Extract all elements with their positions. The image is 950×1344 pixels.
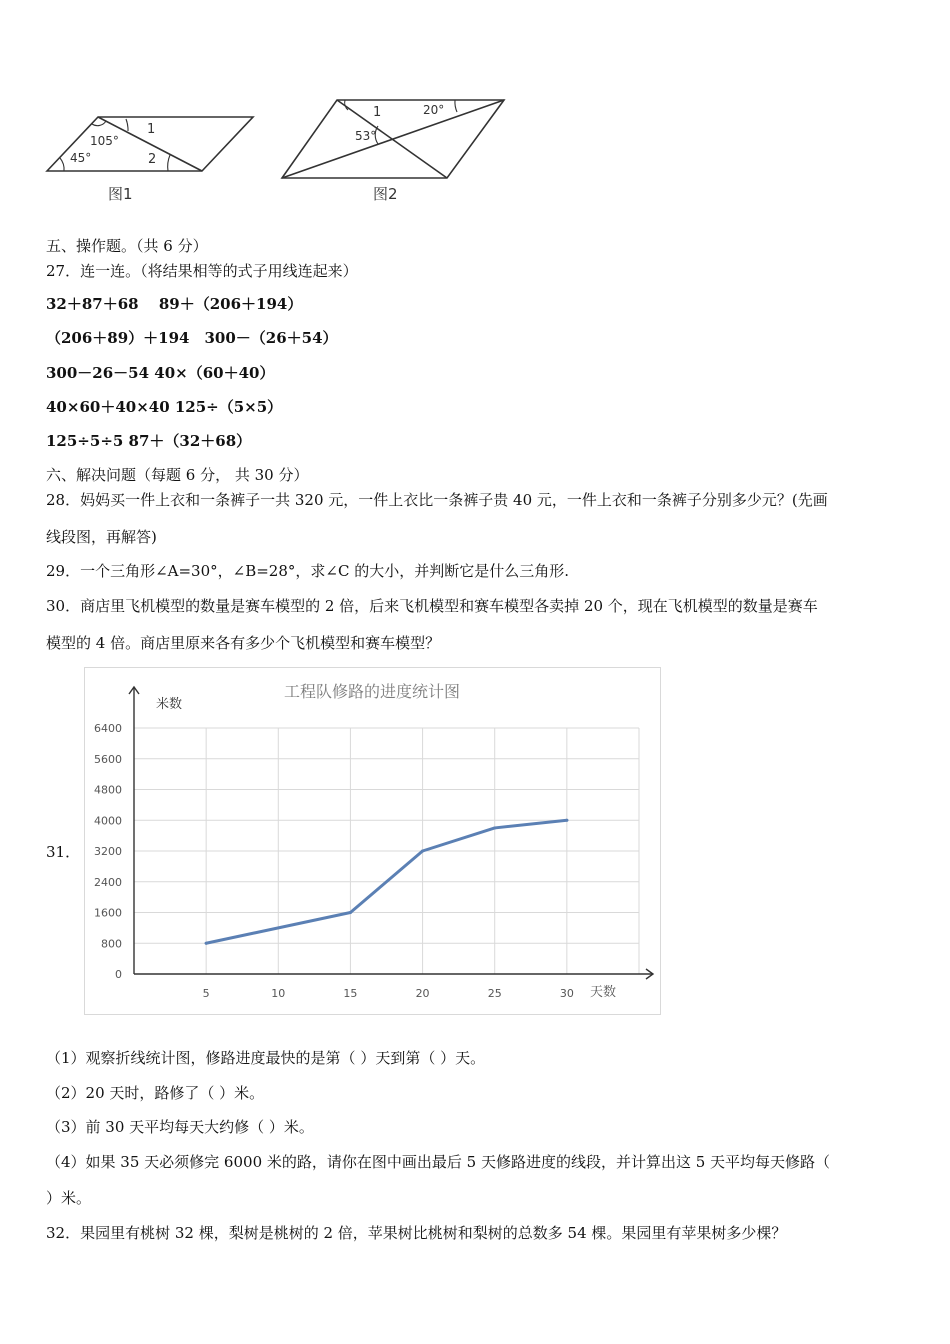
q32: 32．果园里有桃树 32 棵，梨树是桃树的 2 倍，苹果树比桃树和梨树的总数多 54 棵。果园里有苹果树多少棵？: [46, 1224, 787, 1242]
fig1-angle-2: 2: [148, 152, 157, 167]
chart-y-tick-label: 3200: [94, 845, 122, 858]
chart-x-tick-label: 15: [343, 987, 358, 1000]
progress-line-chart: [84, 667, 661, 1015]
fig1-angle-1: 1: [147, 122, 156, 137]
q31-number: 31．: [46, 843, 81, 861]
fig2-caption: 图2: [373, 185, 398, 203]
chart-y-tick-label: 800: [101, 937, 122, 951]
chart-y-tick-label: 1600: [94, 906, 122, 920]
chart-y-tick-label: 4800: [94, 783, 122, 797]
chart-data-point: [421, 850, 424, 853]
q27-row-3: 300－26－54 40×（60＋40）: [46, 364, 275, 382]
chart-y-tick-label: 2400: [94, 875, 122, 889]
fig2-angle-1: 1: [373, 105, 382, 120]
fig2-angle-53: 53°: [355, 129, 377, 143]
chart-data-point: [565, 819, 568, 822]
fig1-caption: 图1: [108, 185, 133, 203]
figure-1: [40, 105, 270, 205]
q27-row-5: 125÷5÷5 87＋（32＋68）: [46, 432, 252, 450]
q31-sub-4-line-1: （4）如果 35 天必须修完 6000 米的路，请你在图中画出最后 5 天修路进度的线段，并计算出这 5 天平均每天修路（: [46, 1153, 831, 1171]
chart-title: 工程队修路的进度统计图: [283, 682, 461, 701]
chart-y-label: 米数: [156, 697, 183, 712]
q27-stem: 27．连一连。（将结果相等的式子用线连起来）: [46, 262, 358, 280]
chart-x-tick-label: 5: [202, 987, 210, 1000]
fig2-angle-20: 20°: [423, 103, 445, 117]
q28-line-2: 线段图，再解答): [46, 528, 157, 546]
q31-sub-4-line-2: ）米。: [46, 1189, 92, 1207]
q27-row-2: （206＋89）＋194 300－（26＋54）: [46, 329, 338, 347]
chart-x-tick-label: 20: [415, 987, 430, 1000]
q28-line-1: 28．妈妈买一件上衣和一条裤子一共 320 元，一件上衣比一条裤子贵 40 元，一件上衣和一条裤子分别多少元？(先画: [46, 491, 828, 509]
q29: 29．一个三角形∠A=30°，∠B=28°，求∠C 的大小，并判断它是什么三角形.: [46, 562, 569, 580]
q31-sub-2: （2）20 天时，路修了（ ）米。: [46, 1084, 265, 1102]
q31-sub-1: （1）观察折线统计图，修路进度最快的是第（ ）天到第（ ）天。: [46, 1049, 486, 1067]
chart-y-tick-label: 4000: [94, 814, 122, 828]
chart-y-tick-label: 5600: [94, 752, 122, 766]
chart-data-point: [493, 826, 496, 829]
section6-heading: 六、解决问题（每题 6 分， 共 30 分）: [46, 466, 309, 484]
fig1-angle-105: 105°: [90, 134, 119, 148]
q30-line-1: 30．商店里飞机模型的数量是赛车模型的 2 倍，后来飞机模型和赛车模型各卖掉 20 个，现在飞机模型的数量是赛车: [46, 597, 818, 615]
chart-data-point: [349, 911, 352, 914]
chart-y-tick-label: 6400: [94, 722, 122, 735]
chart-data-point: [205, 942, 208, 945]
figure-2: [275, 92, 515, 207]
chart-x-tick-label: 30: [559, 987, 574, 1000]
fig1-angle-45: 45°: [70, 151, 92, 165]
q27-row-1: 32＋87＋68 89＋（206＋194）: [46, 295, 303, 313]
q27-row-4: 40×60＋40×40 125÷（5×5）: [46, 398, 283, 416]
chart-x-label: 天数: [590, 985, 617, 1000]
chart-y-tick-label: 0: [115, 968, 122, 981]
chart-x-tick-label: 10: [271, 987, 286, 1000]
section5-heading: 五、操作题。（共 6 分）: [46, 237, 208, 255]
q31-sub-3: （3）前 30 天平均每天大约修（ ）米。: [46, 1118, 314, 1136]
chart-x-tick-label: 25: [487, 987, 502, 1000]
q30-line-2: 模型的 4 倍。商店里原来各有多少个飞机模型和赛车模型？: [46, 634, 441, 652]
